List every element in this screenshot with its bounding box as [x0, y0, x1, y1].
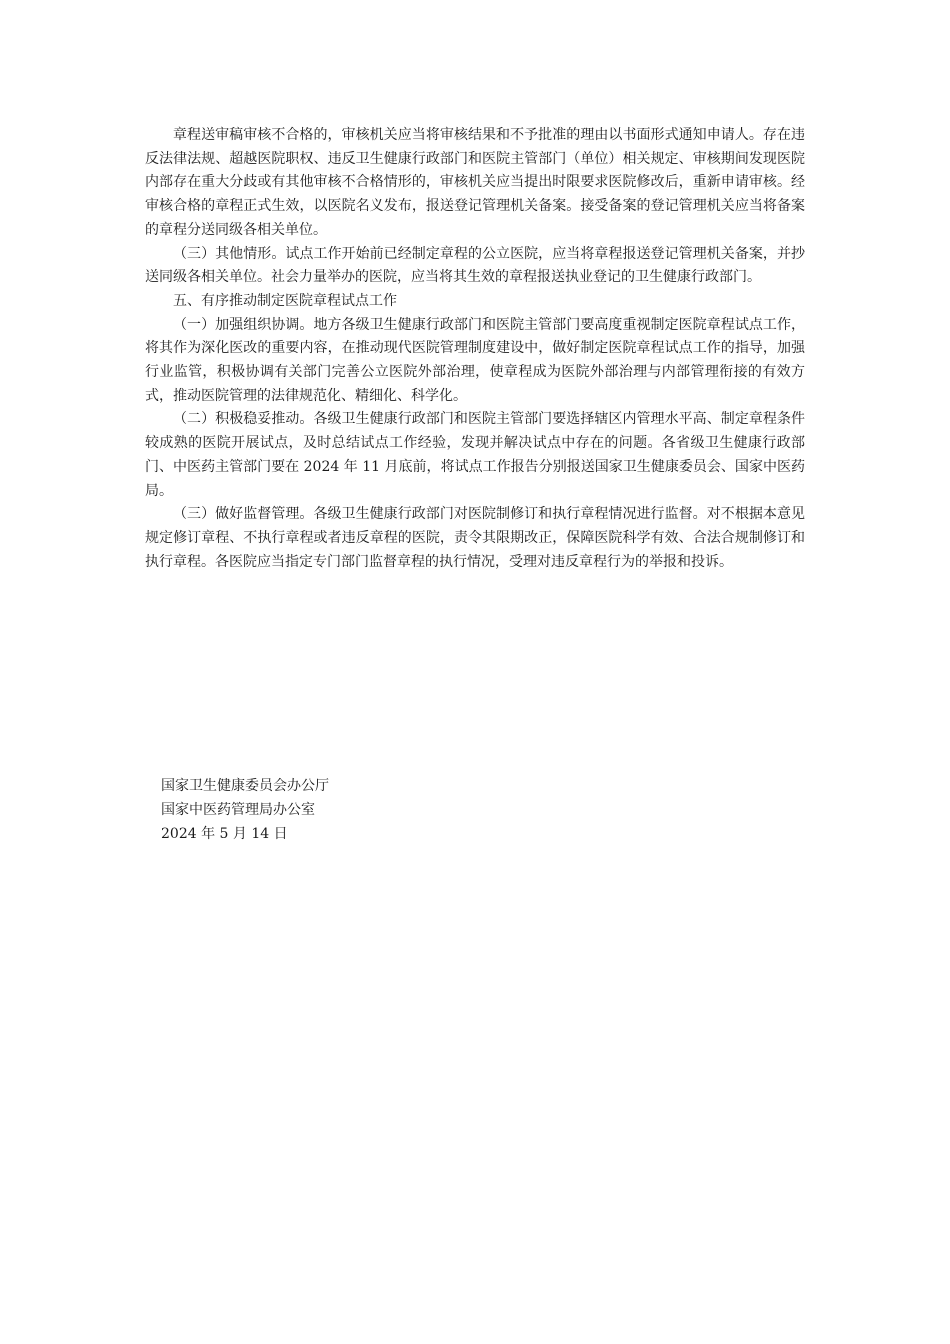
paragraph-review-failure: 章程送审稿审核不合格的，审核机关应当将审核结果和不予批准的理由以书面形式通知申请人。存在违反法律法规、超越医院职权、违反卫生健康行政部门和医院主管部门（单位）相关规定、审核期间发现医院内部存在重大分歧或有其他审核不合格情形的，审核机关应当提出时限要求医院修改后，重新申请审核。经审核合格的章程正式生效，以医院名义发布，报送登记管理机关备案。接受备案的登记管理机关应当将备案的章程分送同级各相关单位。	[145, 127, 805, 238]
document-body	[145, 124, 805, 574]
signature-block	[161, 774, 561, 846]
signature-org-tcm-bureau: 国家中医药管理局办公室	[161, 802, 315, 818]
paragraph-supervision: （三）做好监督管理。各级卫生健康行政部门对医院制修订和执行章程情况进行监督。对不根据本意见规定修订章程、不执行章程或者违反章程的医院，责令其限期改正，保障医院科学有效、合法合规制修订和执行章程。各医院应当指定专门部门监督章程的执行情况，受理对违反章程行为的举报和投诉。	[145, 506, 805, 570]
section-heading-five: 五、有序推动制定医院章程试点工作	[173, 292, 397, 309]
signature-org-health-commission: 国家卫生健康委员会办公厅	[161, 778, 329, 794]
paragraph-steady-promotion: （二）积极稳妥推动。各级卫生健康行政部门和医院主管部门要选择辖区内管理水平高、制定章程条件较成熟的医院开展试点，及时总结试点工作经验，发现并解决试点中存在的问题。各省级卫生健康行政部门、中医药主管部门要在 2024 年 11 月底前，将试点工作报告分别报送国家卫生健康委员会、国家中医药局。	[145, 411, 805, 499]
paragraph-other-situations: （三）其他情形。试点工作开始前已经制定章程的公立医院，应当将章程报送登记管理机关备案，并抄送同级各相关单位。社会力量举办的医院，应当将其生效的章程报送执业登记的卫生健康行政部门。	[145, 245, 805, 286]
signature-date: 2024 年 5 月 14 日	[161, 826, 288, 842]
paragraph-coordination: （一）加强组织协调。地方各级卫生健康行政部门和医院主管部门要高度重视制定医院章程试点工作，将其作为深化医改的重要内容，在推动现代医院管理制度建设中，做好制定医院章程试点工作的指导，加强行业监管，积极协调有关部门完善公立医院外部治理，使章程成为医院外部治理与内部管理衔接的有效方式，推动医院管理的法律规范化、精细化、科学化。	[145, 316, 805, 404]
